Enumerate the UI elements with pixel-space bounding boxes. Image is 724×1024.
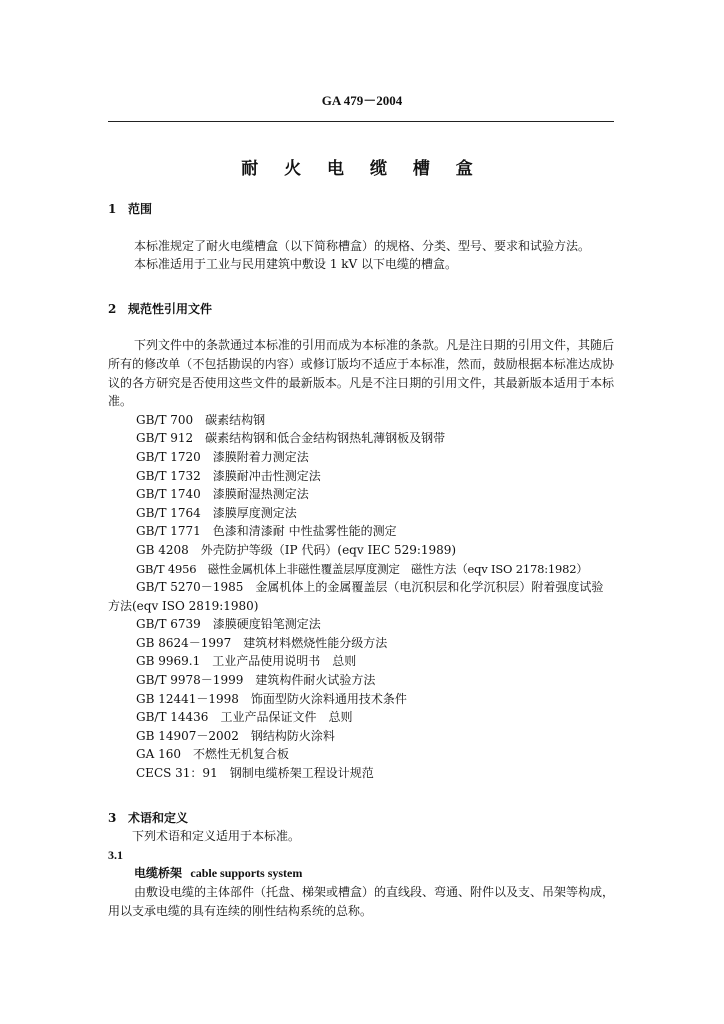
reference-item: GB 12441－1998 饰面型防火涂料通用技术条件 — [136, 691, 407, 706]
term-definition: 由敷设电缆的主体部件（托盘、梯架或槽盒）的直线段、弯通、附件以及支、吊架等构成，用以支承电缆的具有连续的刚性结构系统的总称。 — [108, 885, 615, 918]
reference-item: GB/T 1732 漆膜耐冲击性测定法 — [136, 468, 321, 483]
term-chinese: 电缆桥架 — [134, 866, 183, 881]
paragraph: 本标准适用于工业与民用建筑中敷设 1 kV 以下电缆的槽盒。 — [134, 257, 458, 272]
paragraph: 本标准规定了耐火电缆槽盒（以下简称槽盒）的规格、分类、型号、要求和试验方法。 — [134, 238, 591, 253]
reference-item: GB 8624－1997 建筑材料燃烧性能分级方法 — [136, 635, 388, 650]
reference-item: GB/T 1764 漆膜厚度测定法 — [136, 505, 297, 520]
reference-item: GB/T 1740 漆膜耐湿热测定法 — [136, 487, 309, 502]
section-title: 术语和定义 — [128, 810, 189, 825]
reference-item: GB/T 4956 磁性金属机体上非磁性覆盖层厚度测定 磁性方法（eqv ISO 2178:1982） — [136, 561, 588, 576]
section-2-heading — [108, 300, 614, 319]
section-title: 规范性引用文件 — [128, 301, 213, 316]
term-entry — [108, 864, 614, 883]
section-3-heading — [108, 809, 614, 828]
header-rule — [108, 121, 614, 122]
section-number: 3 — [108, 810, 117, 825]
reference-item: GB/T 9978－1999 建筑构件耐火试验方法 — [136, 673, 376, 688]
reference-item: GB/T 1771 色漆和清漆耐 中性盐雾性能的测定 — [136, 524, 397, 539]
reference-item: GA 160 不燃性无机复合板 — [136, 747, 289, 762]
reference-item: GB/T 6739 漆膜硬度铅笔测定法 — [136, 617, 321, 632]
reference-item: CECS 31：91 钢制电缆桥架工程设计规范 — [136, 766, 374, 781]
reference-item: GB/T 912 碳素结构钢和低合金结构钢热轧薄钢板及钢带 — [136, 431, 446, 446]
reference-item: GB/T 5270－1985 金属机体上的金属覆盖层（电沉积层和化学沉积层）附着强度试验方法(eqv ISO 2819:1980) — [108, 580, 604, 613]
clause-number: 3.1 — [108, 847, 123, 862]
paragraph: 下列术语和定义适用于本标准。 — [132, 829, 301, 844]
reference-item: GB/T 1720 漆膜附着力测定法 — [136, 449, 309, 464]
paragraph: 下列文件中的条款通过本标准的引用而成为本标准的条款。凡是注日期的引用文件，其随后所有的修改单（不包括勘误的内容）或修订版均不适应于本标准，然而，鼓励根据本标准达成协议的各方研究是否使用这些文件的最新版本。凡是不注日期的引用文件，其最新版本适用于本标准。 — [108, 338, 615, 409]
reference-item: GB 9969.1 工业产品使用说明书 总则 — [136, 654, 357, 669]
reference-item: GB 14907－2002 钢结构防火涂料 — [136, 728, 335, 743]
section-title: 范围 — [128, 202, 153, 216]
document-body — [108, 200, 614, 920]
reference-item: GB/T 14436 工业产品保证文件 总则 — [136, 710, 353, 725]
document-title: 耐 火 电 缆 槽 盒 — [241, 159, 483, 179]
section-number: 1 — [108, 202, 117, 216]
reference-item: GB 4208 外壳防护等级（IP 代码）(eqv IEC 529:1989) — [136, 542, 457, 557]
term-english: cable supports system — [190, 866, 303, 881]
section-number: 2 — [108, 301, 117, 316]
section-1-heading — [108, 200, 614, 219]
document-code-header: GA 479－2004 — [321, 93, 403, 108]
reference-item: GB/T 700 碳素结构钢 — [136, 412, 266, 427]
